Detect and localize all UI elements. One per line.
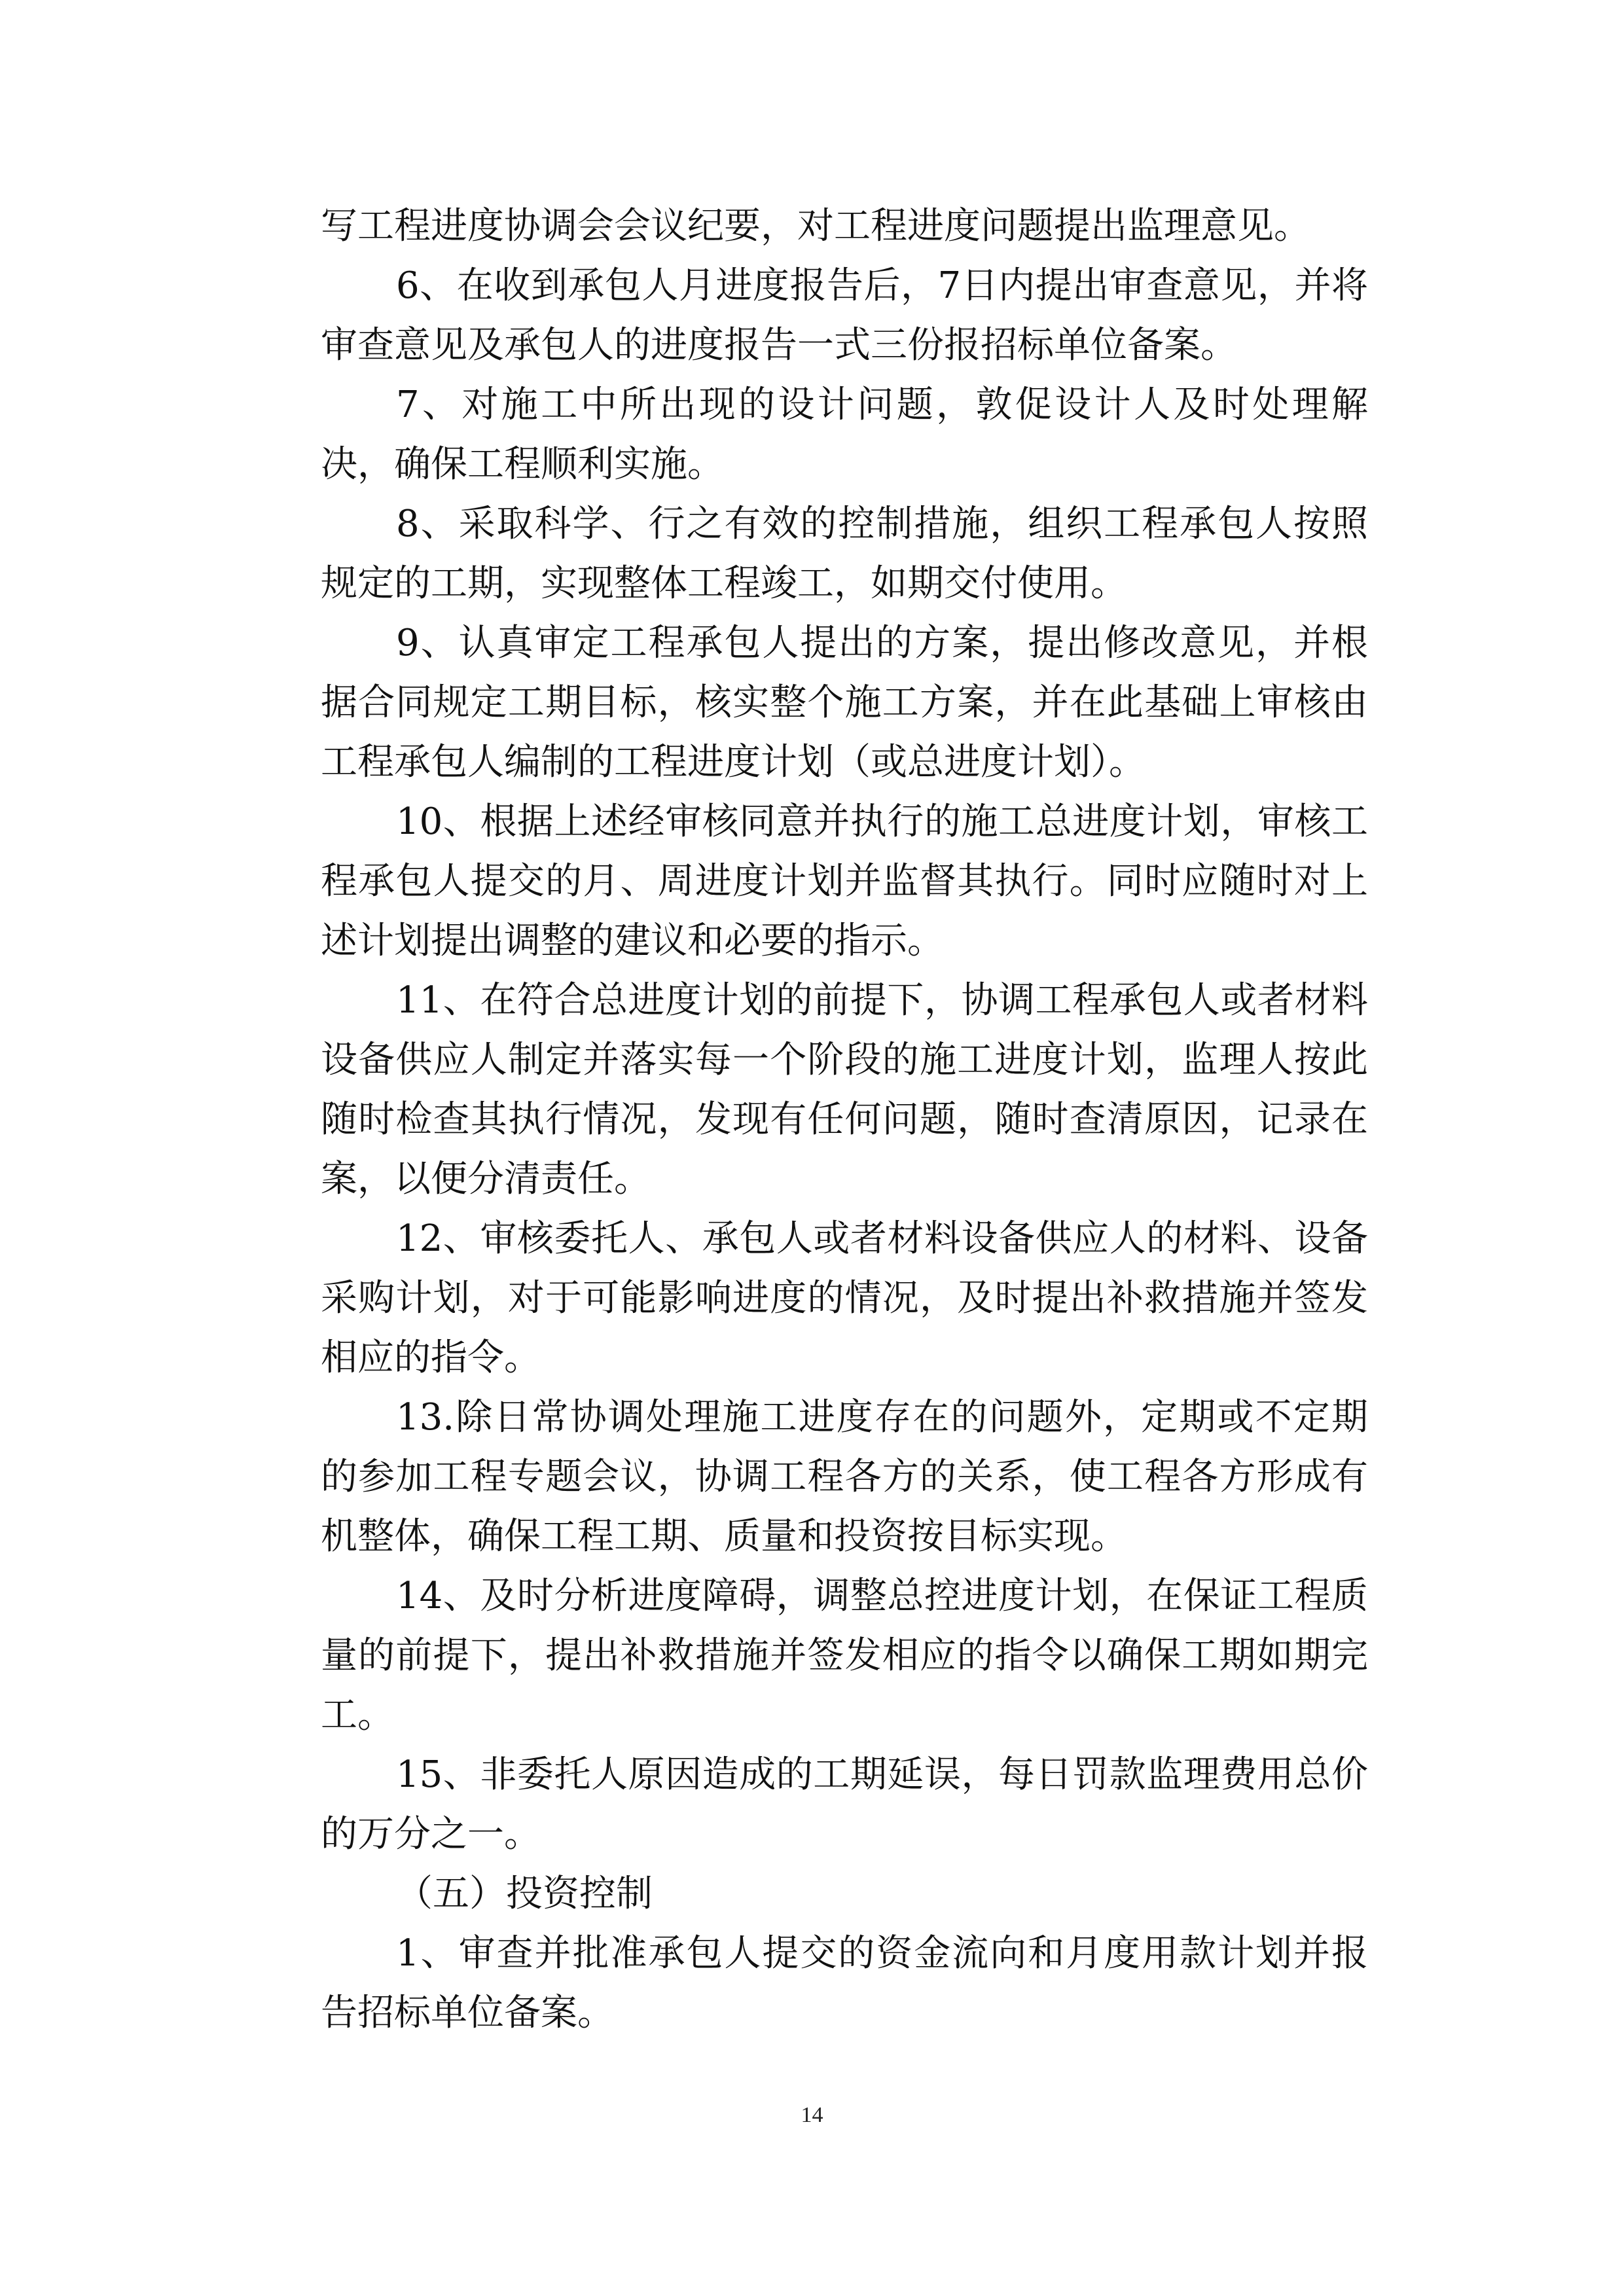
- paragraph-item-1: 1、审查并批准承包人提交的资金流向和月度用款计划并报告招标单位备案。: [321, 1932, 1368, 2034]
- page-number: 14: [801, 2103, 823, 2127]
- paragraph-item-9: 9、认真审定工程承包人提出的方案，提出修改意见，并根据合同规定工期目标，核实整个施工方案，并在此基础上审核由工程承包人编制的工程进度计划（或总进度计划）。: [321, 622, 1368, 783]
- paragraph-item-15: 15、非委托人原因造成的工期延误，每日罚款监理费用总价的万分之一。: [321, 1753, 1368, 1856]
- paragraph-item-14: 14、及时分析进度障碍，调整总控进度计划，在保证工程质量的前提下，提出补救措施并签发相应的指令以确保工期如期完工。: [321, 1575, 1368, 1736]
- paragraph-item-7: 7、对施工中所出现的设计问题，敦促设计人及时处理解决，确保工程顺利实施。: [321, 384, 1368, 486]
- paragraph-item-6: 6、在收到承包人月进度报告后，7日内提出审查意见，并将审查意见及承包人的进度报告一式三份报招标单位备案。: [321, 264, 1368, 367]
- paragraph-continuation: 写工程进度协调会会议纪要，对工程进度问题提出监理意见。: [321, 205, 1310, 247]
- body-text: [321, 196, 1368, 2043]
- paragraph-item-8: 8、采取科学、行之有效的控制措施，组织工程承包人按照规定的工期，实现整体工程竣工，如期交付使用。: [321, 503, 1368, 605]
- section-heading-investment-control: （五）投资控制: [396, 1873, 653, 1915]
- paragraph-item-13: 13.除日常协调处理施工进度存在的问题外，定期或不定期的参加工程专题会议，协调工程各方的关系，使工程各方形成有机整体，确保工程工期、质量和投资按目标实现。: [321, 1396, 1368, 1558]
- paragraph-item-12: 12、审核委托人、承包人或者材料设备供应人的材料、设备采购计划，对于可能影响进度的情况，及时提出补救措施并签发相应的指令。: [321, 1217, 1368, 1379]
- paragraph-item-11: 11、在符合总进度计划的前提下，协调工程承包人或者材料设备供应人制定并落实每一个阶段的施工进度计划，监理人按此随时检查其执行情况，发现有任何问题，随时查清原因，记录在案，以便分清责任。: [321, 979, 1368, 1200]
- paragraph-item-10: 10、根据上述经审核同意并执行的施工总进度计划，审核工程承包人提交的月、周进度计划并监督其执行。同时应随时对上述计划提出调整的建议和必要的指示。: [321, 800, 1368, 962]
